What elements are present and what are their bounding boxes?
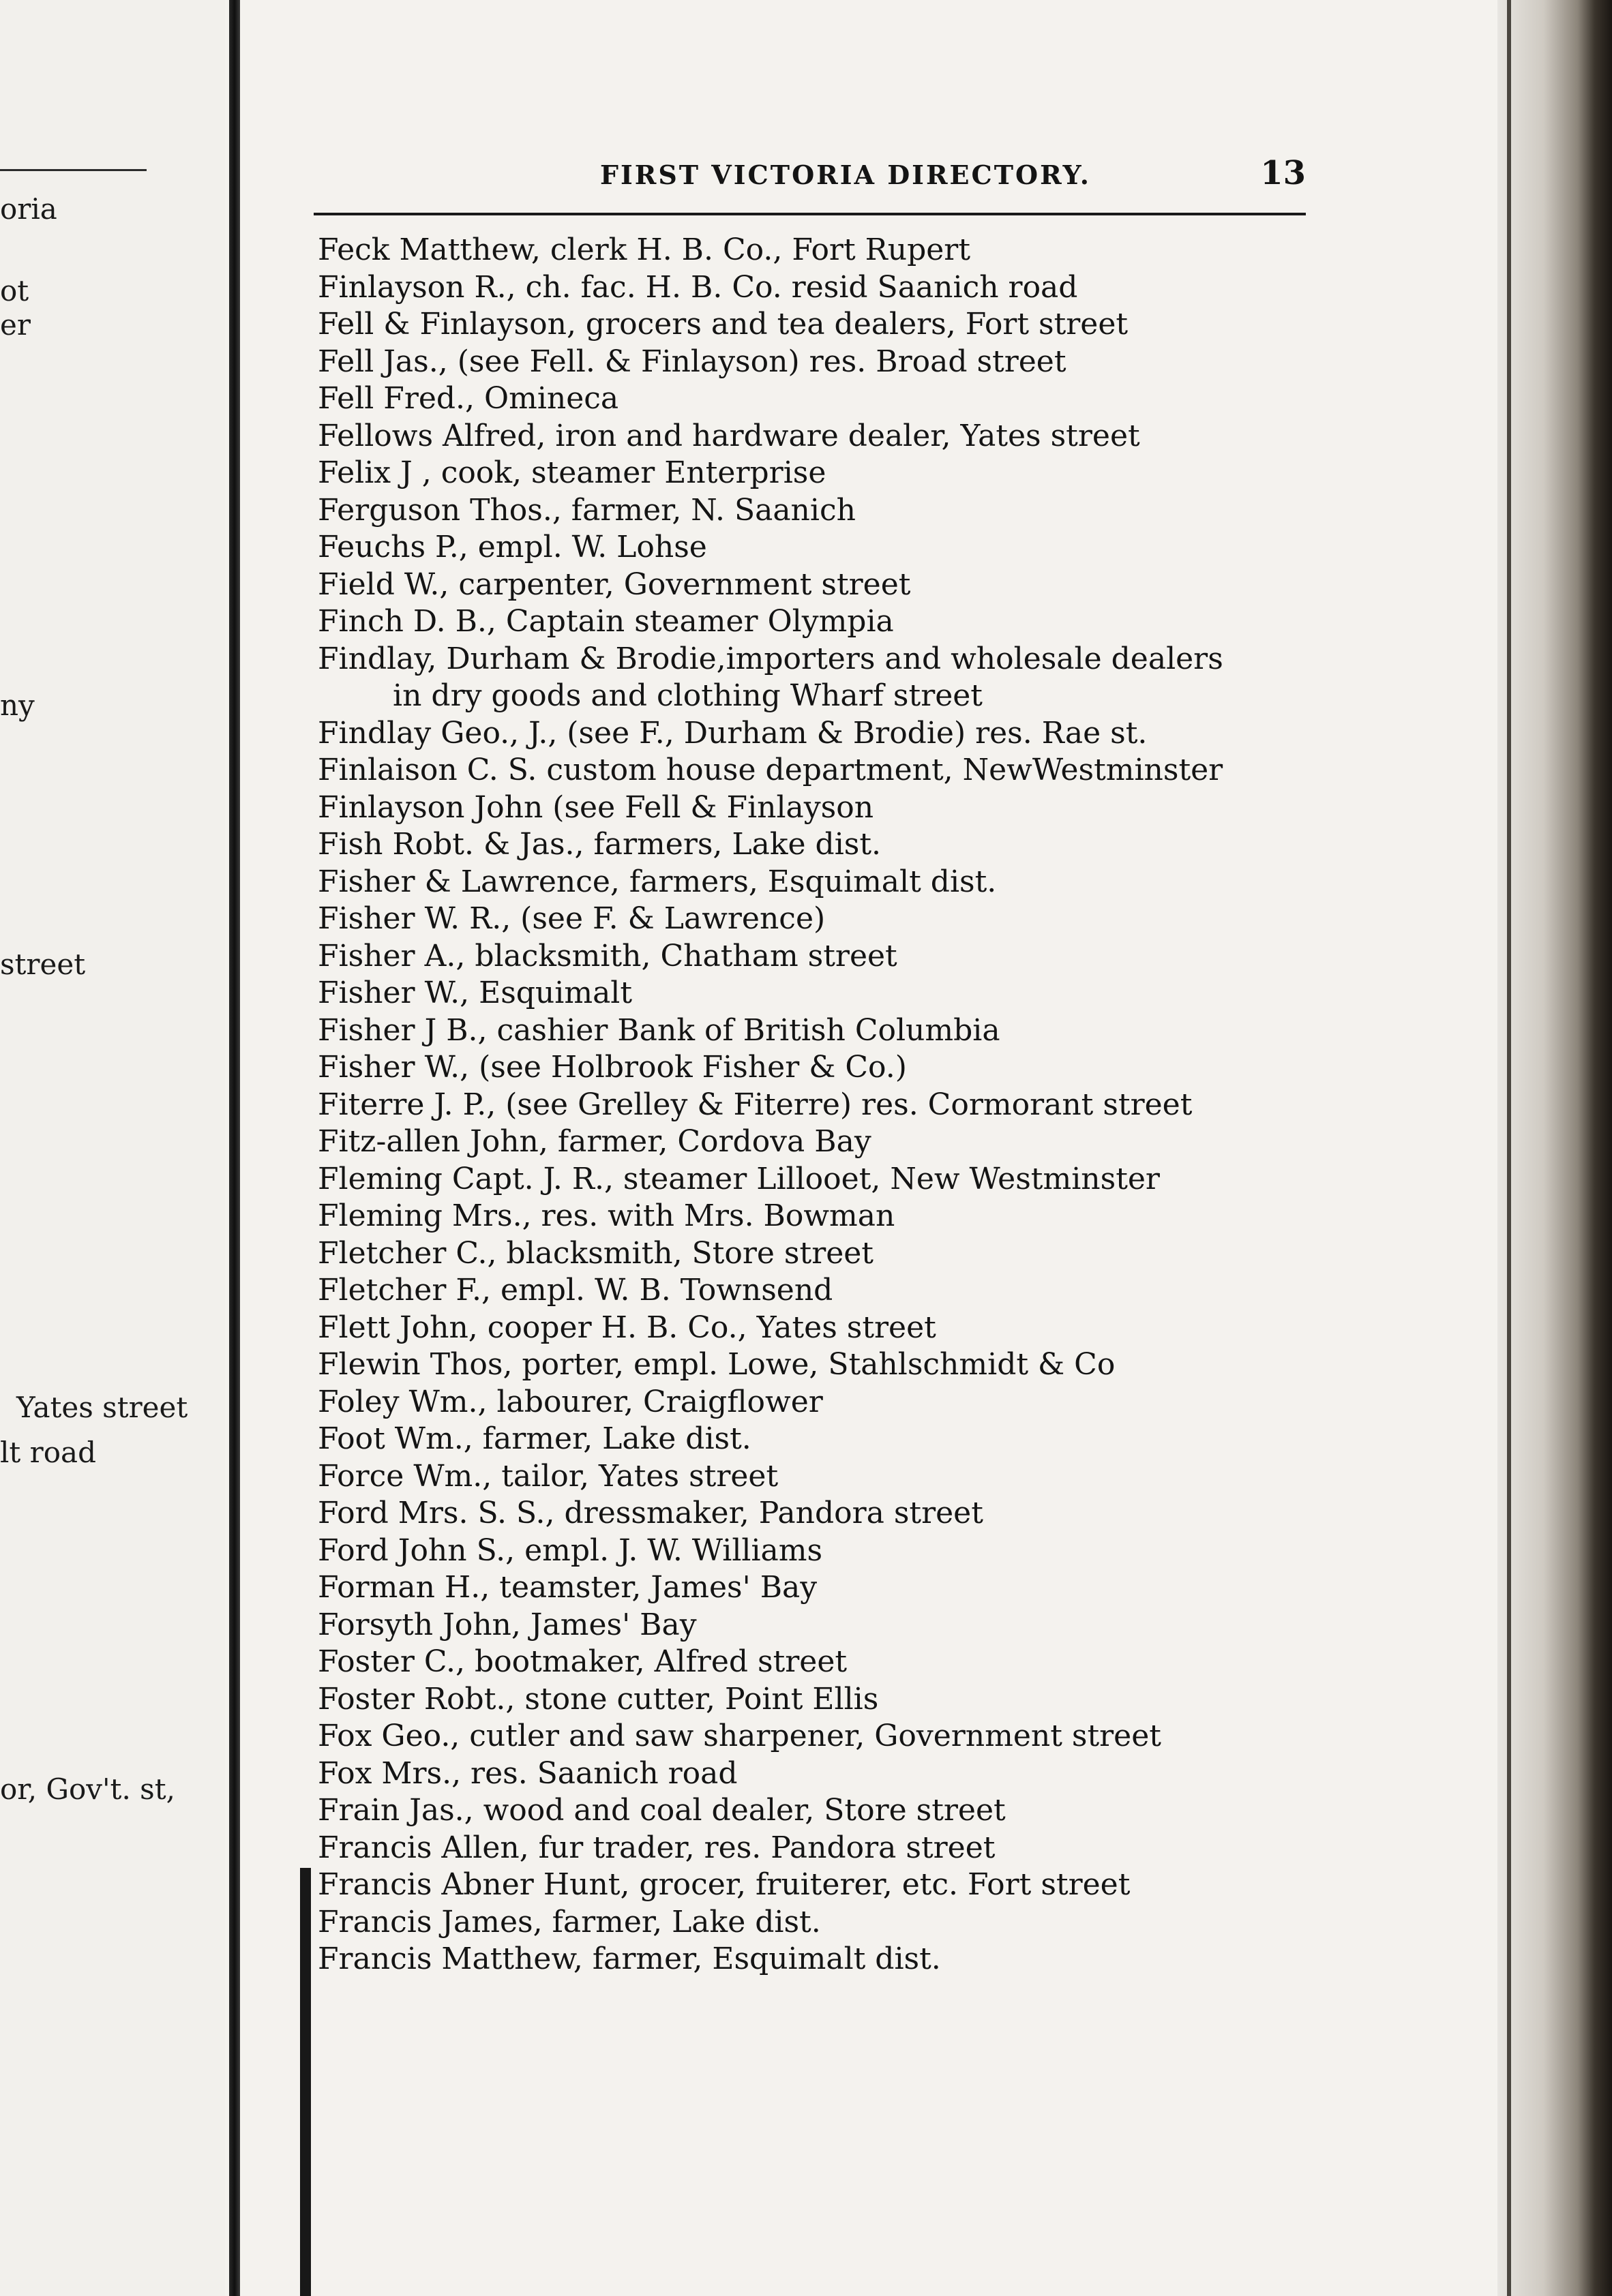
page-number: 13 [1260,154,1306,192]
directory-entry: Ford Mrs. S. S., dressmaker, Pandora street [318,1496,983,1530]
directory-entry: Finlayson R., ch. fac. H. B. Co. resid Saanich road [318,269,1078,305]
directory-entry: Finch D. B., Captain steamer Olympia [318,604,894,639]
facing-page-fragment: lt road [0,1436,96,1469]
gutter-binding-lower [300,1868,311,2296]
directory-entry: Fiterre J. P., (see Grelley & Fiterre) res. Cormorant street [318,1087,1193,1122]
directory-entry: Frain Jas., wood and coal dealer, Store street [318,1793,1006,1828]
directory-entry: Force Wm., tailor, Yates street [318,1458,779,1494]
facing-page-fragment: ny [0,689,35,722]
directory-entry: Foster Robt., stone cutter, Point Ellis [318,1681,879,1717]
directory-entry: Fletcher F., empl. W. B. Townsend [318,1273,833,1308]
directory-entry: Findlay, Durham & Brodie,importers and wholesale dealers [318,641,1223,676]
directory-entry: Fell Fred., Omineca [318,381,619,416]
page-edge [1497,0,1612,2296]
directory-entry: Fell Jas., (see Fell. & Finlayson) res. Broad street [318,344,1066,379]
directory-entry: Fox Geo., cutler and saw sharpener, Government street [318,1719,1161,1753]
directory-entry: Fell & Finlayson, grocers and tea dealers, Fort street [318,307,1129,342]
directory-entry: Fisher W., (see Holbrook Fisher & Co.) [318,1050,907,1085]
directory-entry: Forman H., teamster, James' Bay [318,1570,818,1605]
running-title: FIRST VICTORIA DIRECTORY. [600,160,1091,190]
facing-page-fragment: ot [0,274,29,307]
directory-entry: Fisher & Lawrence, farmers, Esquimalt dist. [318,864,997,899]
directory-entry: Finlaison C. S. custom house department, NewWestminster [318,753,1223,787]
facing-page-fragment: street [0,948,86,981]
page-edge-line [1507,0,1511,2296]
directory-entry: Fleming Mrs., res. with Mrs. Bowman [318,1198,895,1233]
directory-entry: Fish Robt. & Jas., farmers, Lake dist. [318,827,882,862]
gutter-binding [229,0,240,2296]
directory-entry: Feck Matthew, clerk H. B. Co., Fort Rupert [318,232,971,267]
directory-entry: Field W., carpenter, Government street [318,567,911,602]
directory-entry: Francis Matthew, farmer, Esquimalt dist. [318,1942,941,1976]
directory-entry: Flett John, cooper H. B. Co., Yates street [318,1310,936,1345]
directory-entry: Fisher A., blacksmith, Chatham street [318,938,897,973]
directory-entry: Foot Wm., farmer, Lake dist. [318,1421,751,1456]
facing-page-rule [0,169,147,171]
directory-entry: Foley Wm., labourer, Craigflower [318,1384,823,1419]
directory-entry: Fleming Capt. J. R., steamer Lillooet, New Westminster [318,1161,1160,1196]
directory-entry: Flewin Thos, porter, empl. Lowe, Stahlschmidt & Co [318,1347,1116,1382]
directory-entry: Francis Abner Hunt, grocer, fruiterer, etc. Fort street [318,1867,1131,1902]
directory-entry: Ferguson Thos., farmer, N. Saanich [318,492,856,528]
directory-entry: Forsyth John, James' Bay [318,1607,697,1642]
directory-entry: Fitz-allen John, farmer, Cordova Bay [318,1124,871,1159]
directory-entry: Fletcher C., blacksmith, Store street [318,1235,874,1271]
directory-entry: Foster C., bootmaker, Alfred street [318,1644,848,1679]
directory-entry: Felix J , cook, steamer Enterprise [318,455,826,490]
page-header [314,151,1306,199]
directory-entry: Findlay Geo., J., (see F., Durham & Brodie) res. Rae st. [318,715,1148,751]
facing-page-fragment: oria [0,192,57,226]
directory-entry: Francis James, farmer, Lake dist. [318,1904,821,1939]
directory-entry: Francis Allen, fur trader, res. Pandora street [318,1830,996,1865]
directory-entry-continuation: in dry goods and clothing Wharf street [393,678,983,713]
header-rule [314,213,1306,215]
directory-entry: Feuchs P., empl. W. Lohse [318,530,707,564]
facing-page-fragment: er [0,308,31,342]
facing-page-fragment: or, Gov't. st, [0,1772,175,1806]
directory-entry: Fisher W. R., (see F. & Lawrence) [318,901,826,936]
directory-listing [318,232,1327,1978]
directory-entry: Fisher W., Esquimalt [318,976,633,1010]
directory-entry: Fellows Alfred, iron and hardware dealer, Yates street [318,418,1140,453]
facing-page-fragment: Yates street [16,1391,188,1424]
directory-entry: Fox Mrs., res. Saanich road [318,1755,738,1791]
directory-entry: Fisher J B., cashier Bank of British Columbia [318,1012,1000,1048]
facing-page [0,0,225,2296]
directory-entry: Ford John S., empl. J. W. Williams [318,1532,823,1568]
directory-entry: Finlayson John (see Fell & Finlayson [318,789,874,825]
